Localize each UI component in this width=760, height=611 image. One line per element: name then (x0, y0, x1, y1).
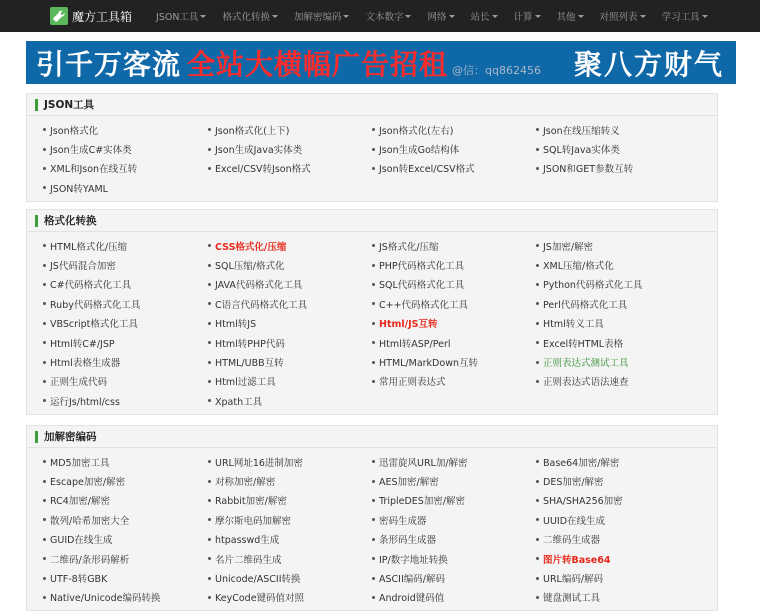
tool-link[interactable] (208, 314, 372, 333)
brand-name: 魔方工具箱 (72, 9, 133, 24)
tool-link[interactable] (208, 510, 372, 529)
bullet-icon (372, 361, 375, 364)
section-title: 格式化转换 (44, 215, 97, 227)
tool-link-label: XML和Json在线互转 (50, 164, 138, 176)
bullet-icon (43, 148, 46, 151)
tool-link-grid (27, 232, 717, 411)
bullet-icon (43, 167, 46, 170)
bullet-icon (208, 380, 211, 383)
tool-link[interactable] (43, 372, 208, 391)
tool-link-label: Json生成Java实体类 (215, 145, 303, 157)
tool-link[interactable] (536, 530, 700, 549)
bullet-icon (208, 557, 211, 560)
tool-link-label: JSON和GET参数互转 (543, 164, 634, 176)
tool-link[interactable] (372, 120, 536, 139)
bullet-icon (208, 499, 211, 502)
brand-link[interactable] (0, 0, 148, 32)
tool-link-label: Json生成Go结构体 (379, 145, 460, 157)
tool-link-label: JSON转YAML (50, 183, 108, 195)
bullet-icon (43, 186, 46, 189)
bullet-icon (208, 264, 211, 267)
tool-link-label: Excel/CSV转Json格式 (215, 164, 311, 176)
bullet-icon (372, 322, 375, 325)
bullet-icon (43, 341, 46, 344)
nav-menu-item[interactable] (463, 0, 506, 32)
tool-link-label: HTML格式化/压缩 (50, 241, 128, 253)
tool-link-label: MD5加密工具 (50, 457, 110, 469)
tool-section-panel (26, 425, 718, 611)
bullet-icon (43, 480, 46, 483)
section-header (27, 426, 717, 448)
tool-link-label: Unicode/ASCII转换 (215, 574, 301, 586)
tool-link-label: Android键码值 (379, 593, 445, 605)
bullet-icon (536, 244, 539, 247)
tool-link[interactable] (372, 510, 536, 529)
tool-link[interactable] (208, 372, 372, 391)
tool-link-label: HTML/UBB互转 (215, 358, 284, 370)
tool-link-label: 摩尔斯电码加解密 (215, 515, 292, 527)
bullet-icon (372, 518, 375, 521)
caret-down-icon (200, 15, 206, 18)
bullet-icon (536, 302, 539, 305)
bullet-icon (372, 264, 375, 267)
bullet-icon (43, 460, 46, 463)
tool-link-label: Html转ASP/Perl (379, 338, 451, 350)
tool-link[interactable] (372, 452, 536, 471)
tool-link[interactable] (372, 568, 536, 587)
tool-link[interactable] (208, 549, 372, 568)
caret-down-icon (449, 15, 455, 18)
tool-link[interactable] (536, 333, 700, 352)
tool-link-label: htpasswd生成 (215, 535, 280, 547)
nav-menu-label: JSON工具 (156, 12, 199, 23)
bullet-icon (43, 399, 46, 402)
caret-down-icon (343, 15, 349, 18)
bullet-icon (208, 148, 211, 151)
tool-link[interactable] (208, 139, 372, 158)
tool-link[interactable] (43, 333, 208, 352)
nav-menu-label: 站长 (470, 12, 490, 23)
ad-banner[interactable] (26, 41, 736, 84)
tool-link[interactable] (372, 471, 536, 490)
tool-link-label: IP/数字地址转换 (379, 554, 448, 566)
tool-link[interactable] (372, 294, 536, 313)
tool-section-panel (26, 209, 718, 415)
nav-menu-item[interactable] (148, 0, 214, 32)
nav-menu-label: 网络 (427, 12, 447, 23)
nav-menu-label: 加解密编码 (293, 12, 342, 23)
bullet-icon (43, 244, 46, 247)
section-accent-bar (35, 431, 38, 443)
tool-link-label: Perl代码格式化工具 (543, 299, 628, 311)
caret-down-icon (535, 15, 541, 18)
bullet-icon (536, 167, 539, 170)
tool-link-label: 运行Js/html/css (50, 396, 120, 408)
tool-link[interactable] (372, 236, 536, 255)
tool-link-label: 键盘测试工具 (543, 593, 601, 605)
bullet-icon (536, 380, 539, 383)
bullet-icon (536, 361, 539, 364)
bullet-icon (208, 244, 211, 247)
tool-link[interactable] (536, 372, 700, 391)
bullet-icon (372, 302, 375, 305)
tool-link-label: TripleDES加密/解密 (379, 496, 466, 508)
tool-link-label: UUID在线生成 (543, 515, 606, 527)
tool-link[interactable] (43, 568, 208, 587)
tool-link[interactable] (43, 120, 208, 139)
section-header (27, 94, 717, 116)
section-accent-bar (35, 215, 38, 227)
tool-link-label: PHP代码格式化工具 (379, 261, 465, 273)
tool-link-label: Escape加密/解密 (50, 477, 126, 489)
tool-link[interactable] (536, 568, 700, 587)
tool-link[interactable] (536, 510, 700, 529)
tool-link[interactable] (536, 255, 700, 274)
section-title: 加解密编码 (44, 431, 97, 443)
nav-menu-item[interactable] (214, 0, 286, 32)
tool-link[interactable] (208, 452, 372, 471)
bullet-icon (372, 538, 375, 541)
nav-menu-label: 计算 (513, 12, 533, 23)
wrench-icon (50, 7, 68, 25)
tool-link[interactable] (372, 139, 536, 158)
tool-link-label: Html表格生成器 (50, 358, 121, 370)
tool-link-label: 条形码生成器 (379, 535, 437, 547)
bullet-icon (208, 596, 211, 599)
bullet-icon (43, 538, 46, 541)
tool-link-label: Html过滤工具 (215, 377, 276, 389)
tool-link[interactable] (208, 530, 372, 549)
tool-link-label: URL编码/解码 (543, 574, 604, 586)
top-navbar (0, 0, 760, 32)
tool-link-label: SHA/SHA256加密 (543, 496, 623, 508)
tool-link[interactable] (208, 471, 372, 490)
tool-link[interactable] (536, 120, 700, 139)
tool-link[interactable] (372, 159, 536, 178)
tool-link-label: 密码生成器 (379, 515, 427, 527)
nav-menu-item[interactable] (419, 0, 462, 32)
tool-link[interactable] (536, 275, 700, 294)
tool-link[interactable] (536, 159, 700, 178)
tool-link-label: Html转JS (215, 319, 257, 331)
tool-link-label: C#代码格式化工具 (50, 280, 132, 292)
tool-link-label: JAVA代码格式化工具 (215, 280, 303, 292)
tool-link-label: UTF-8转GBK (50, 574, 108, 586)
nav-menu-item[interactable] (357, 0, 419, 32)
bullet-icon (372, 499, 375, 502)
tool-link[interactable] (536, 549, 700, 568)
tool-link-grid (27, 448, 717, 607)
tool-link[interactable] (372, 530, 536, 549)
banner-left-text: 引千万客流 (36, 47, 182, 81)
bullet-icon (208, 341, 211, 344)
tool-link-label: Json在线压缩转义 (543, 125, 620, 137)
tool-link-label: Base64加密/解密 (543, 457, 620, 469)
tool-link-label: Native/Unicode编码转换 (50, 593, 161, 605)
bullet-icon (43, 518, 46, 521)
tool-link-grid (27, 116, 717, 198)
tool-link-label: 常用正则表达式 (379, 377, 446, 389)
bullet-icon (208, 361, 211, 364)
tool-link-label: SQL代码格式化工具 (379, 280, 465, 292)
nav-menu-label: 学习工具 (661, 12, 700, 23)
tool-link[interactable] (43, 255, 208, 274)
tool-link[interactable] (372, 255, 536, 274)
tool-link[interactable] (536, 588, 700, 607)
tool-link-label: Ruby代码格式化工具 (50, 299, 141, 311)
banner-middle-text: 全站大横幅广告招租 (187, 47, 449, 81)
caret-down-icon (492, 15, 498, 18)
bullet-icon (536, 322, 539, 325)
tool-link[interactable] (43, 294, 208, 313)
tool-link-label: CSS格式化/压缩 (215, 241, 287, 253)
tool-link[interactable] (536, 491, 700, 510)
tool-link[interactable] (43, 530, 208, 549)
nav-menu-item[interactable] (654, 0, 716, 32)
bullet-icon (372, 128, 375, 131)
bullet-icon (43, 264, 46, 267)
bullet-icon (208, 518, 211, 521)
tool-link[interactable] (372, 491, 536, 510)
tool-link-label: Html/JS互转 (379, 319, 438, 331)
tool-link-label: AES加密/解密 (379, 477, 439, 489)
bullet-icon (536, 460, 539, 463)
bullet-icon (43, 128, 46, 131)
bullet-icon (372, 557, 375, 560)
tool-link[interactable] (43, 391, 208, 410)
tool-link[interactable] (536, 352, 700, 371)
bullet-icon (208, 577, 211, 580)
tool-link-label: HTML/MarkDown互转 (379, 358, 478, 370)
bullet-icon (372, 460, 375, 463)
bullet-icon (208, 322, 211, 325)
banner-contact-text: @信：qq862456 (452, 63, 541, 77)
tool-section-panel (26, 93, 718, 202)
bullet-icon (372, 596, 375, 599)
bullet-icon (43, 557, 46, 560)
bullet-icon (43, 596, 46, 599)
tool-link-label: Json格式化 (50, 125, 99, 137)
caret-down-icon (702, 15, 708, 18)
caret-down-icon (578, 15, 584, 18)
bullet-icon (536, 480, 539, 483)
tool-link[interactable] (43, 275, 208, 294)
tool-link[interactable] (208, 255, 372, 274)
bullet-icon (43, 361, 46, 364)
section-header (27, 210, 717, 232)
tool-link-label: KeyCode键码值对照 (215, 593, 305, 605)
bullet-icon (208, 128, 211, 131)
tool-link[interactable] (208, 236, 372, 255)
bullet-icon (372, 577, 375, 580)
tool-link-label: VBScript格式化工具 (50, 319, 138, 331)
bullet-icon (43, 380, 46, 383)
tool-link[interactable] (43, 510, 208, 529)
tool-link[interactable] (372, 333, 536, 352)
tool-link[interactable] (43, 491, 208, 510)
tool-link-label: SQL压缩/格式化 (215, 261, 285, 273)
bullet-icon (372, 341, 375, 344)
bullet-icon (43, 283, 46, 286)
tool-link-label: Json格式化(上下) (215, 125, 290, 137)
bullet-icon (208, 399, 211, 402)
tool-link-label: Json转Excel/CSV格式 (379, 164, 475, 176)
tool-link-label: GUID在线生成 (50, 535, 113, 547)
tool-link[interactable] (372, 372, 536, 391)
tool-link-label: C++代码格式化工具 (379, 299, 469, 311)
tool-link-label: ASCII编码/解码 (379, 574, 445, 586)
bullet-icon (43, 499, 46, 502)
tool-link[interactable] (43, 452, 208, 471)
tool-link[interactable] (208, 391, 372, 410)
bullet-icon (536, 128, 539, 131)
tool-link-label: RC4加密/解密 (50, 496, 111, 508)
tool-link-label: JS格式化/压缩 (379, 241, 439, 253)
nav-menu-item[interactable] (592, 0, 654, 32)
tool-link[interactable] (536, 314, 700, 333)
tool-link-label: 散列/哈希加密大全 (50, 515, 130, 527)
tool-link-label: 二维码/条形码解析 (50, 554, 130, 566)
tool-link[interactable] (208, 120, 372, 139)
tool-link[interactable] (43, 352, 208, 371)
bullet-icon (372, 380, 375, 383)
tool-link-label: XML压缩/格式化 (543, 261, 614, 273)
bullet-icon (372, 244, 375, 247)
tool-link[interactable] (208, 568, 372, 587)
tool-link[interactable] (43, 178, 208, 197)
tool-link[interactable] (536, 294, 700, 313)
bullet-icon (536, 577, 539, 580)
bullet-icon (372, 283, 375, 286)
nav-menu-label: 对照列表 (599, 12, 638, 23)
tool-link-label: JS加密/解密 (543, 241, 594, 253)
tool-link[interactable] (43, 471, 208, 490)
tool-link[interactable] (372, 314, 536, 333)
tool-link-label: Html转C#/JSP (50, 338, 115, 350)
tool-link[interactable] (208, 491, 372, 510)
bullet-icon (536, 499, 539, 502)
tool-link-label: SQL转Java实体类 (543, 145, 620, 157)
tool-link-label: 对称加密/解密 (215, 477, 276, 489)
tool-link[interactable] (208, 294, 372, 313)
tool-link-label: Excel转HTML表格 (543, 338, 624, 350)
caret-down-icon (640, 15, 646, 18)
tool-link-label: 正则生成代码 (50, 377, 108, 389)
tool-link-label: 正则表达式测试工具 (543, 358, 629, 370)
bullet-icon (208, 460, 211, 463)
tool-link[interactable] (372, 352, 536, 371)
caret-down-icon (405, 15, 411, 18)
tool-link[interactable] (43, 159, 208, 178)
tool-link[interactable] (536, 452, 700, 471)
tool-link-label: Html转义工具 (543, 319, 604, 331)
bullet-icon (536, 264, 539, 267)
nav-menu-label: 其他 (556, 12, 576, 23)
section-accent-bar (35, 99, 38, 111)
tool-link-label: URL网址16进制加密 (215, 457, 303, 469)
nav-menu-item[interactable] (506, 0, 549, 32)
nav-menu-item[interactable] (286, 0, 358, 32)
tool-link[interactable] (208, 275, 372, 294)
bullet-icon (372, 167, 375, 170)
tool-link-label: JS代码混合加密 (50, 261, 116, 273)
bullet-icon (372, 148, 375, 151)
bullet-icon (208, 167, 211, 170)
bullet-icon (372, 480, 375, 483)
bullet-icon (536, 283, 539, 286)
bullet-icon (208, 283, 211, 286)
tool-link-label: Xpath工具 (215, 396, 263, 408)
tool-link-label: Html转PHP代码 (215, 338, 285, 350)
nav-menu (148, 0, 716, 32)
tool-link-label: 图片转Base64 (543, 554, 611, 566)
tool-link-label: C语言代码格式化工具 (215, 299, 308, 311)
tool-link[interactable] (208, 159, 372, 178)
tool-link[interactable] (43, 549, 208, 568)
tool-link[interactable] (43, 139, 208, 158)
bullet-icon (536, 148, 539, 151)
tool-link-label: Python代码格式化工具 (543, 280, 643, 292)
tool-link[interactable] (372, 275, 536, 294)
section-title: JSON工具 (44, 99, 95, 111)
bullet-icon (536, 596, 539, 599)
tool-link[interactable] (208, 588, 372, 607)
bullet-icon (536, 341, 539, 344)
tool-link[interactable] (43, 588, 208, 607)
tool-link-label: DES加密/解密 (543, 477, 604, 489)
bullet-icon (208, 538, 211, 541)
tool-link[interactable] (208, 352, 372, 371)
bullet-icon (43, 302, 46, 305)
bullet-icon (536, 518, 539, 521)
tool-link-label: 名片二维码生成 (215, 554, 282, 566)
nav-menu-item[interactable] (549, 0, 592, 32)
bullet-icon (208, 480, 211, 483)
banner-right-text: 聚八方财气 (573, 47, 724, 81)
tool-link[interactable] (208, 333, 372, 352)
tool-link-label: 正则表达式语法速查 (543, 377, 629, 389)
tool-link[interactable] (536, 139, 700, 158)
tool-link-label: 迅雷旋风URL加/解密 (379, 457, 468, 469)
tool-link[interactable] (372, 588, 536, 607)
bullet-icon (43, 577, 46, 580)
bullet-icon (208, 302, 211, 305)
caret-down-icon (272, 15, 278, 18)
bullet-icon (43, 322, 46, 325)
tool-link-label: Rabbit加密/解密 (215, 496, 287, 508)
tool-link-label: 二维码生成器 (543, 535, 601, 547)
nav-menu-label: 文本数字 (365, 12, 404, 23)
tool-link[interactable] (43, 314, 208, 333)
bullet-icon (536, 557, 539, 560)
tool-link[interactable] (536, 471, 700, 490)
tool-link[interactable] (43, 236, 208, 255)
tool-link[interactable] (536, 236, 700, 255)
tool-link[interactable] (372, 549, 536, 568)
nav-menu-label: 格式化转换 (222, 12, 270, 23)
bullet-icon (536, 538, 539, 541)
tool-link-label: Json格式化(左右) (379, 125, 454, 137)
tool-link-label: Json生成C#实体类 (50, 145, 132, 157)
